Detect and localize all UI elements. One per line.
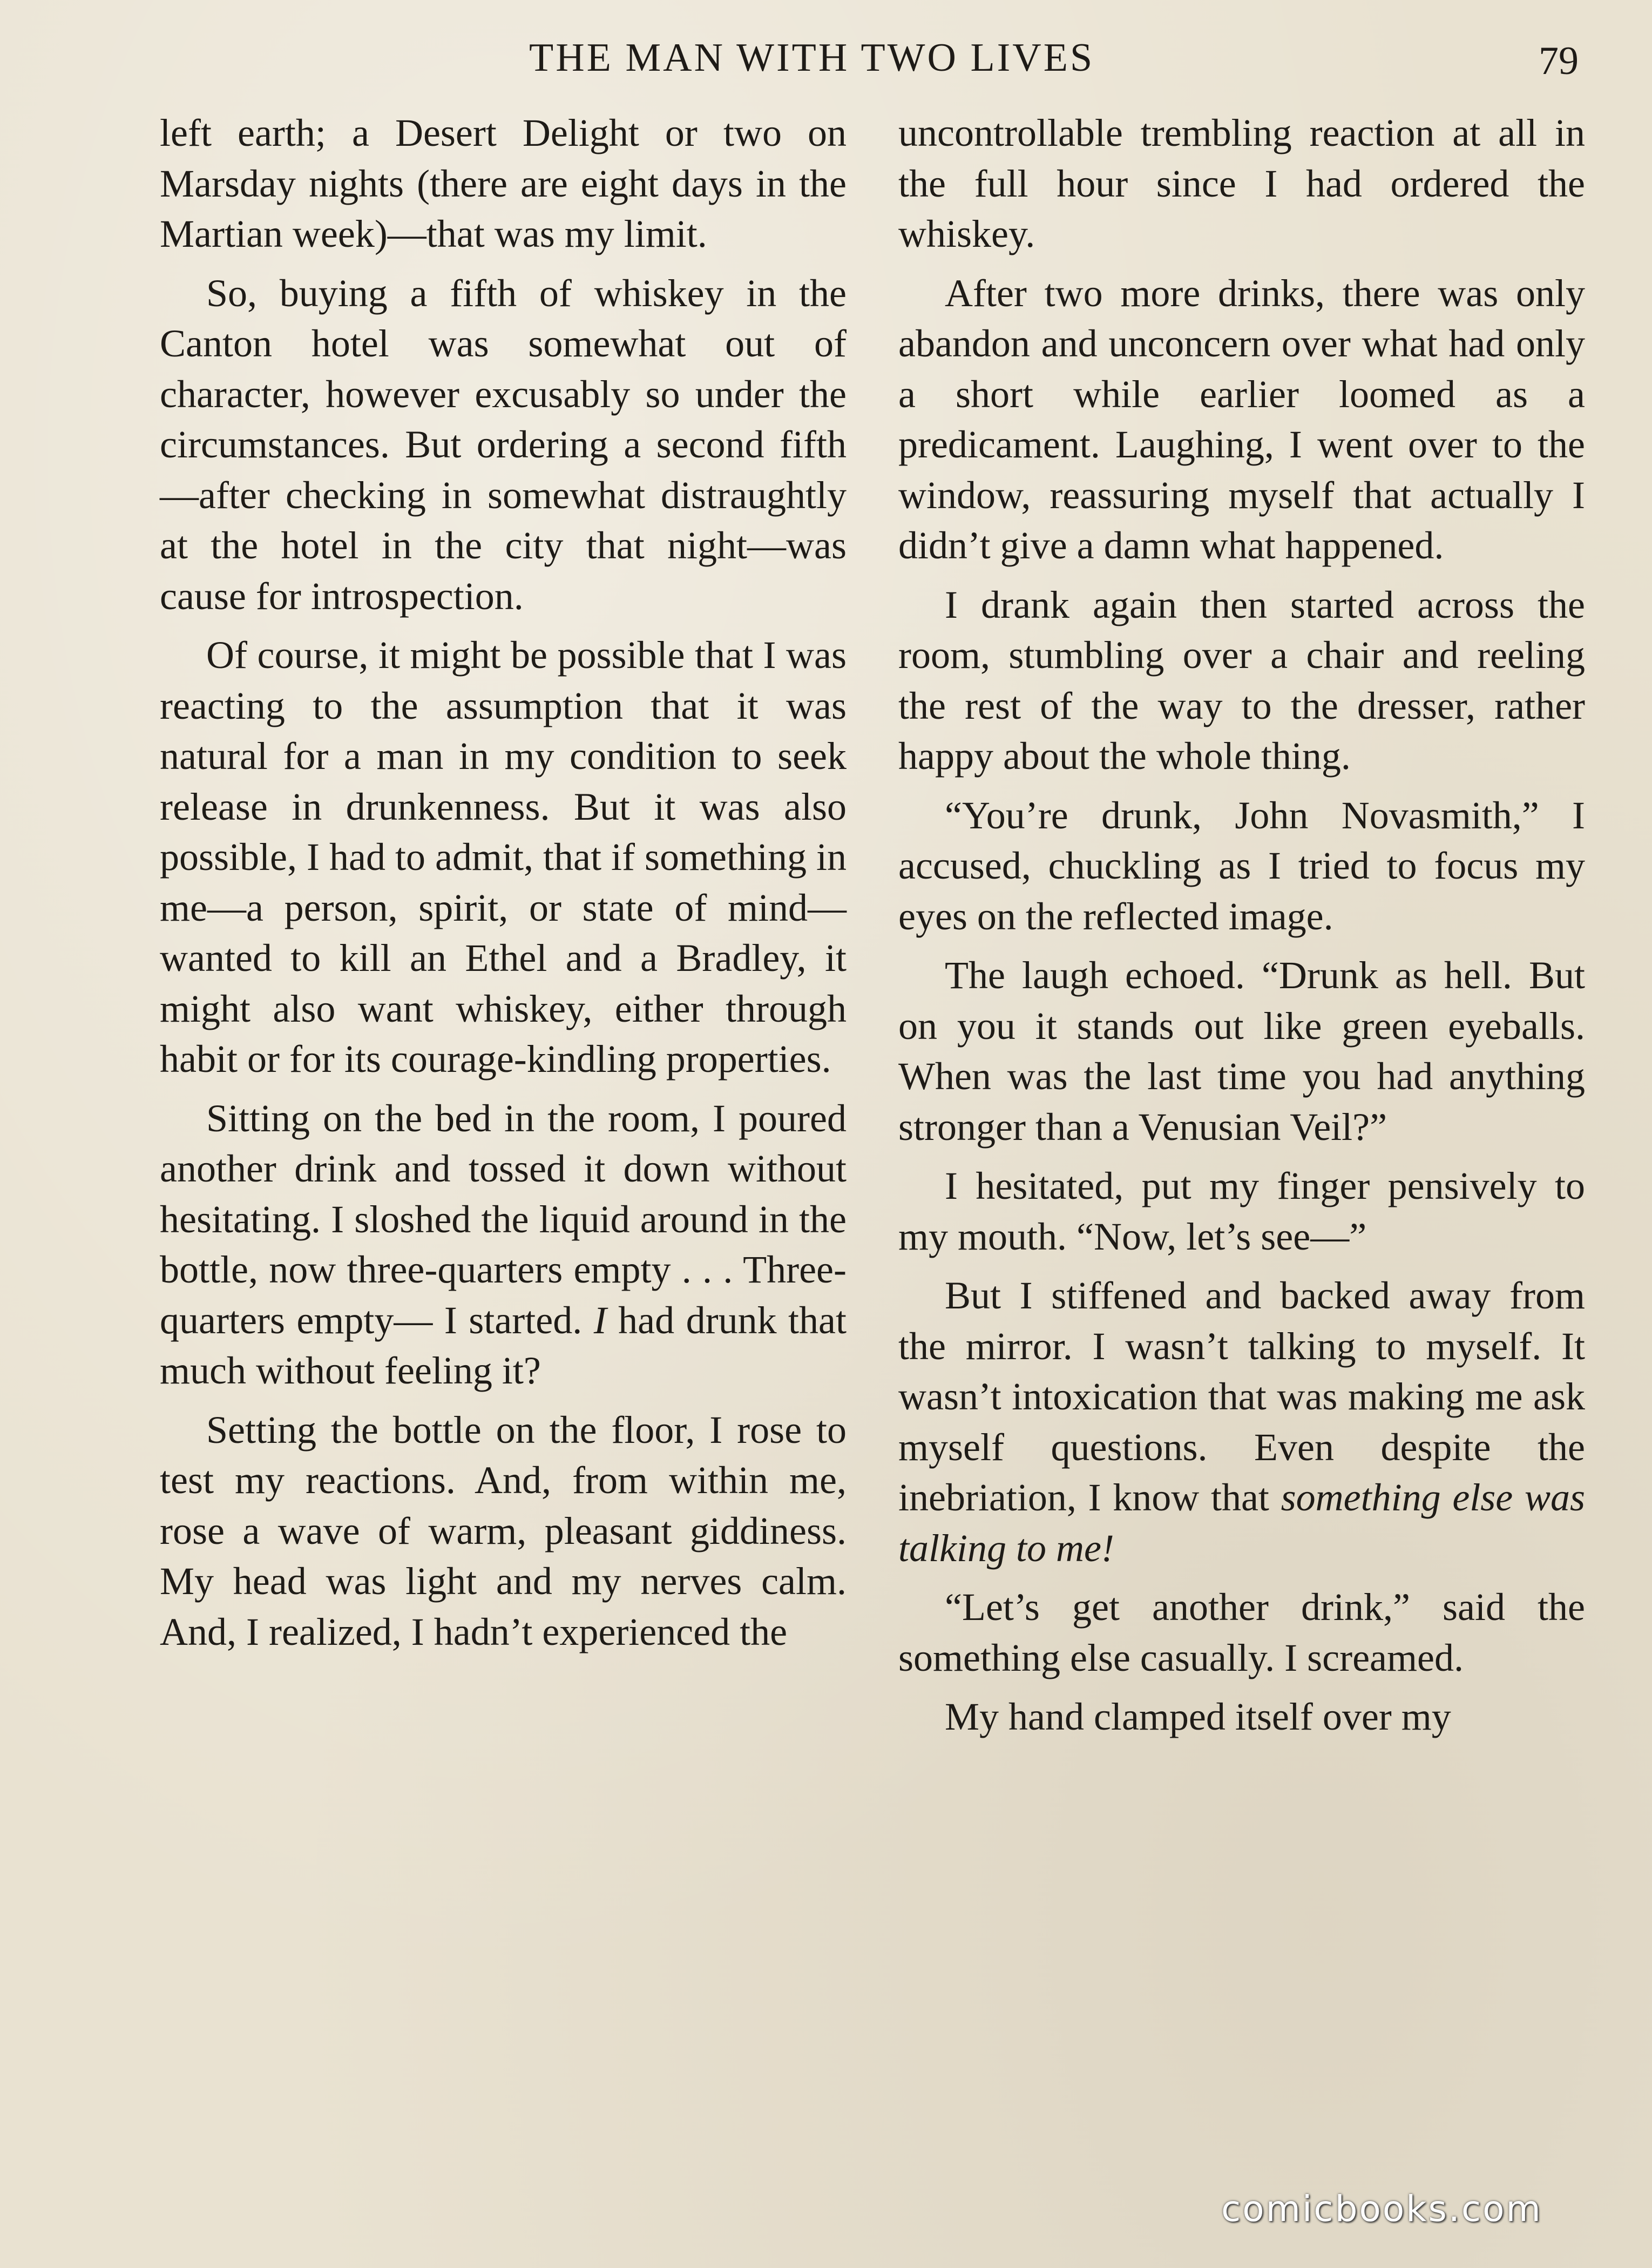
italic-word: I bbox=[593, 1298, 607, 1342]
paragraph: I hesitated, put my finger pensively to my mouth. “Now, let’s see—” bbox=[898, 1164, 1585, 1258]
running-head bbox=[0, 28, 1652, 87]
paragraph: “You’re drunk, John Novasmith,” I accused, chuckling as I tried to focus my eyes on the reflected image. bbox=[898, 793, 1585, 938]
paragraph: uncontrollable trembling reaction at all in the full hour since I had ordered the whiskey. bbox=[898, 111, 1585, 255]
watermark: comicbooks.com bbox=[1221, 2188, 1542, 2230]
paragraph: After two more drinks, there was only abandon and unconcern over what had only a short while earlier loomed as a predicament. Laughing, I went over to the window, reassuring myself that actually I didn’t give a damn what happened. bbox=[898, 271, 1585, 567]
paragraph: Of course, it might be possible that I was reacting to the assumption that it was natural for a man in my condition to seek release in drunkenness. But it was also possible, I had to admit, that if something in me—a person, spirit, or state of mind—wanted to kill an Ethel and a Bradley, it might also want whiskey, either through habit or for its courage-kindling properties. bbox=[160, 633, 847, 1081]
paragraph: I drank again then started across the room, stumbling over a chair and reeling the rest of the way to the dresser, rather happy about the whole thing. bbox=[898, 583, 1585, 778]
paragraph bbox=[898, 1271, 1585, 1574]
italic-phrase: something else was talking to me! bbox=[898, 1476, 1585, 1570]
paragraph-text: Sitting on the bed in the room, I poured another drink and tossed it down without hesitating. I sloshed the liquid around in the bottle, now three-quarters empty . . . Three-quarters empty— I started. bbox=[160, 1096, 847, 1342]
page-number: 79 bbox=[1539, 39, 1579, 83]
paragraph-text: had drunk that much without feeling it? bbox=[160, 1298, 847, 1392]
paragraph: My hand clamped itself over my bbox=[945, 1695, 1451, 1738]
running-title: THE MAN WITH TWO LIVES bbox=[529, 36, 1095, 80]
paragraph-text: But I stiffened and backed away from the mirror. I wasn’t talking to myself. It wasn’t intoxication that was making me ask myself questions. Even despite the inebriation, I know that bbox=[898, 1274, 1585, 1519]
paragraph: So, buying a fifth of whiskey in the Canton hotel was somewhat out of character, however excusably so under the circumstances. But ordering a second fifth—after checking in somewhat distraughtly at the hotel in the city that night—was cause for introspection. bbox=[160, 271, 847, 618]
paragraph: The laugh echoed. “Drunk as hell. But on you it stands out like green eyeballs. When was the last time you had anything stronger than a Venusian Veil?” bbox=[898, 954, 1585, 1149]
paragraph: left earth; a Desert Delight or two on Marsday nights (there are eight days in the Martian week)—that was my limit. bbox=[160, 111, 847, 255]
left-column bbox=[160, 108, 847, 1666]
paragraph: Setting the bottle on the floor, I rose to test my reactions. And, from within me, rose a wave of warm, pleasant giddiness. My head was light and my nerves calm. And, I realized, I hadn’t experienced the bbox=[160, 1408, 847, 1653]
paragraph: “Let’s get another drink,” said the something else casually. I screamed. bbox=[898, 1585, 1585, 1679]
right-column bbox=[898, 108, 1585, 1751]
paragraph bbox=[160, 1094, 847, 1396]
